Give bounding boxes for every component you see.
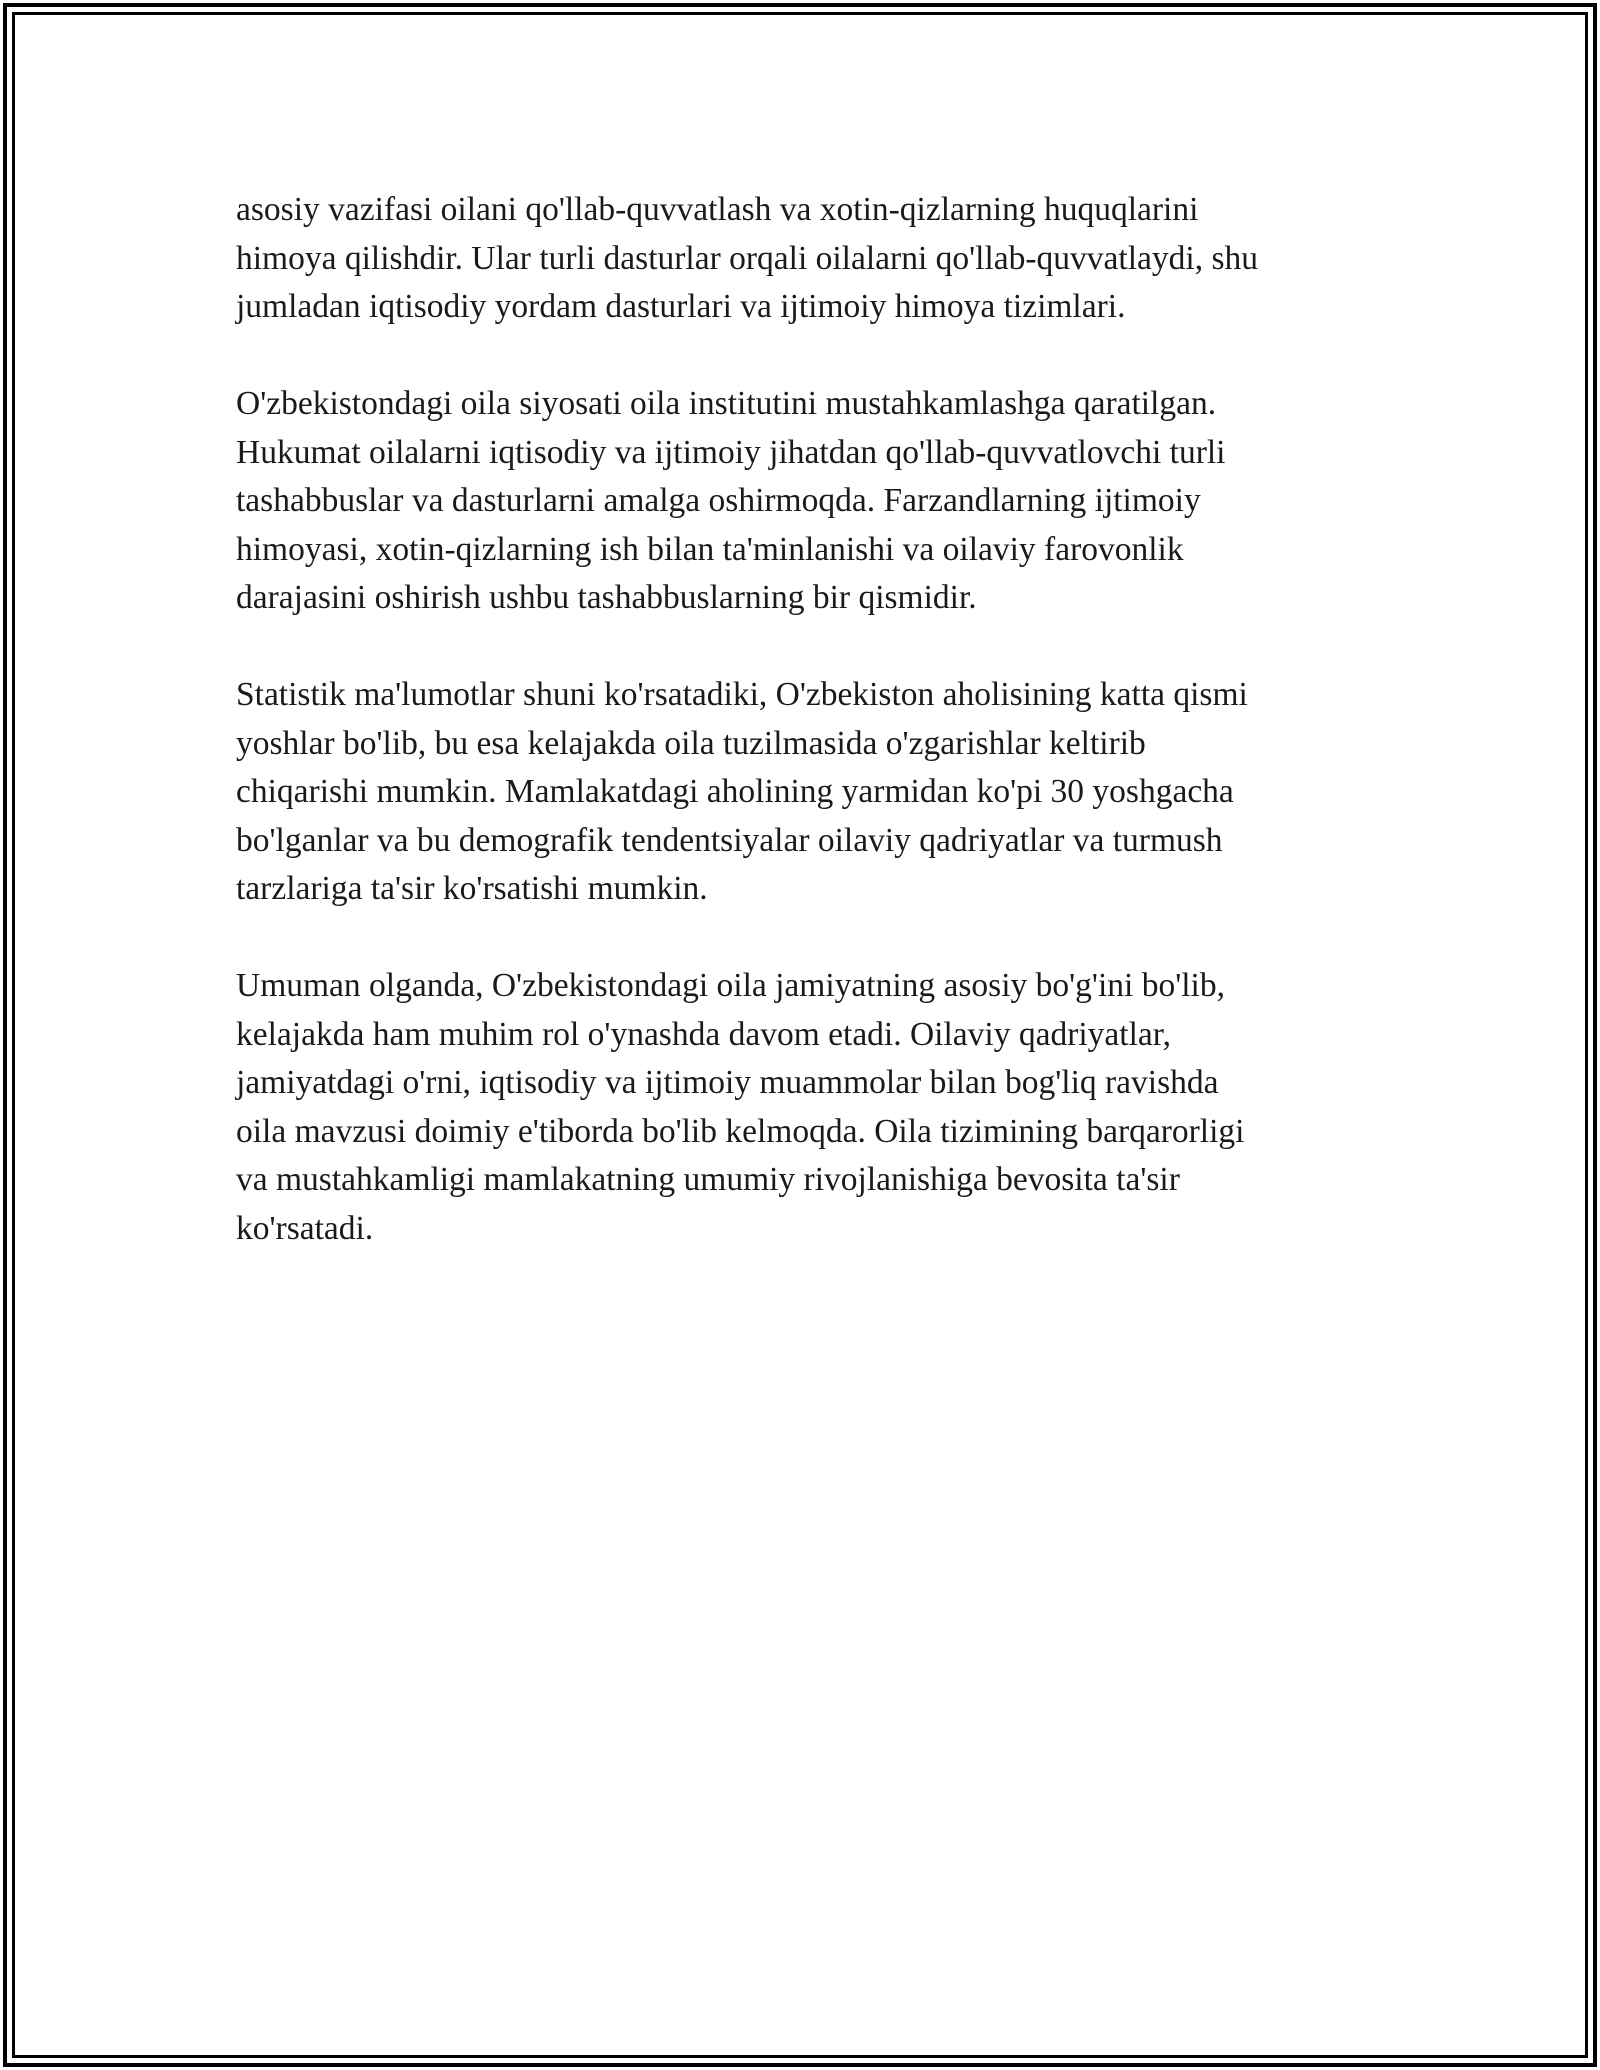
text-line: ko'rsatadi. — [236, 1209, 374, 1247]
text-line: tarzlariga ta'sir ko'rsatishi mumkin. — [236, 870, 708, 907]
text-line: bo'lganlar va bu demografik tendentsiyalar oilaviy qadriyatlar va turmush — [236, 821, 1223, 859]
text-line: kelajakda ham muhim rol o'ynashda davom etadi. Oilaviy qadriyatlar, — [236, 1015, 1171, 1053]
text-line: himoya qilishdir. Ular turli dasturlar orqali oilalarni qo'llab-quvvatlaydi, shu — [236, 239, 1258, 277]
text-line: Umuman olganda, O'zbekistondagi oila jamiyatning asosiy bo'g'ini bo'lib, — [236, 967, 1225, 1004]
text-line: oila mavzusi doimiy e'tiborda bo'lib kelmoqda. Oila tizimining barqarorligi — [236, 1112, 1245, 1150]
text-line: jamiyatdagi o'rni, iqtisodiy va ijtimoiy muammolar bilan bog'liq ravishda — [236, 1064, 1219, 1101]
text-line: tashabbuslar va dasturlarni amalga oshirmoqda. Farzandlarning ijtimoiy — [236, 482, 1201, 519]
text-line: chiqarishi mumkin. Mamlakatdagi aholining yarmidan ko'pi 30 yoshgacha — [236, 773, 1234, 810]
paragraph-2 — [236, 380, 1416, 623]
text-line: asosiy vazifasi oilani qo'llab-quvvatlash va xotin-qizlarning huquqlarini — [236, 191, 1199, 228]
document-body — [236, 186, 1416, 1302]
text-line: himoyasi, xotin-qizlarning ish bilan ta'minlanishi va oilaviy farovonlik — [236, 530, 1184, 568]
paragraph-3 — [236, 671, 1416, 914]
paragraph-1 — [236, 186, 1416, 332]
paragraph-4 — [236, 962, 1416, 1253]
text-line: jumladan iqtisodiy yordam dasturlari va ijtimoiy himoya tizimlari. — [236, 288, 1126, 325]
text-line: Statistik ma'lumotlar shuni ko'rsatadiki, O'zbekiston aholisining katta qismi — [236, 676, 1248, 713]
text-line: O'zbekistondagi oila siyosati oila institutini mustahkamlashga qaratilgan. — [236, 385, 1217, 422]
text-line: va mustahkamligi mamlakatning umumiy rivojlanishiga bevosita ta'sir — [236, 1161, 1180, 1198]
text-line: yoshlar bo'lib, bu esa kelajakda oila tuzilmasida o'zgarishlar keltirib — [236, 724, 1146, 762]
text-line: Hukumat oilalarni iqtisodiy va ijtimoiy jihatdan qo'llab-quvvatlovchi turli — [236, 433, 1226, 471]
text-line: darajasini oshirish ushbu tashabbuslarning bir qismidir. — [236, 579, 977, 616]
